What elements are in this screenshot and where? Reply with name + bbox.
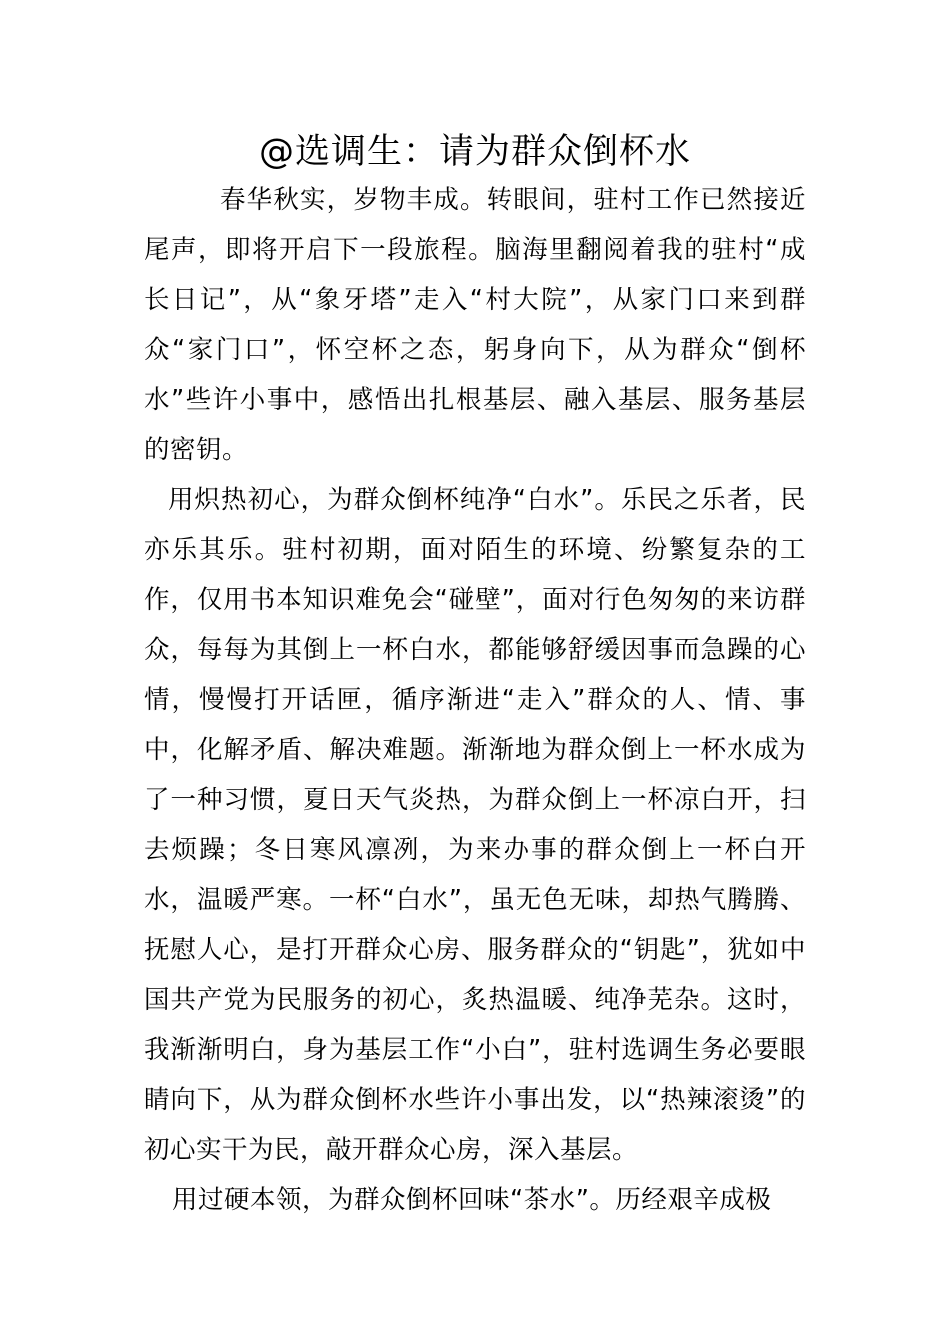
document-body: [144, 175, 806, 1225]
paragraph-tea-water: 用过硬本领，为群众倒杯回味“茶水”。历经艰辛成极: [172, 1185, 772, 1215]
paragraph-intro: 春华秋实，岁物丰成。转眼间，驻村工作已然接近尾声，即将开启下一段旅程。脑海里翻阅着我的驻村“成长日记”，从“象牙塔”走入“村大院”，从家门口来到群众“家门口”，怀空杯之态，躬身向下，从为群众“倒杯水”些许小事中，感悟出扎根基层、融入基层、服务基层的密钥。: [144, 185, 806, 465]
paragraph-white-water: 用炽热初心，为群众倒杯纯净“白水”。乐民之乐者，民亦乐其乐。驻村初期，面对陌生的环境、纷繁复杂的工作，仅用书本知识难免会“碰壁”，面对行色匆匆的来访群众，每每为其倒上一杯白水，都能够舒缓因事而急躁的心情，慢慢打开话匣，循序渐进“走入”群众的人、情、事中，化解矛盾、解决难题。渐渐地为群众倒上一杯水成为了一种习惯，夏日天气炎热，为群众倒上一杯凉白开，扫去烦躁；冬日寒风凛冽，为来办事的群众倒上一杯白开水，温暖严寒。一杯“白水”，虽无色无味，却热气腾腾、抚慰人心，是打开群众心房、服务群众的“钥匙”，犹如中国共产党为民服务的初心，炙热温暖、纯净芜杂。这时，我渐渐明白，身为基层工作“小白”，驻村选调生务必要眼睛向下，从为群众倒杯水些许小事出发，以“热辣滚烫”的初心实干为民，敲开群众心房，深入基层。: [144, 485, 806, 1165]
document-title: @选调生：请为群众倒杯水: [258, 132, 691, 172]
